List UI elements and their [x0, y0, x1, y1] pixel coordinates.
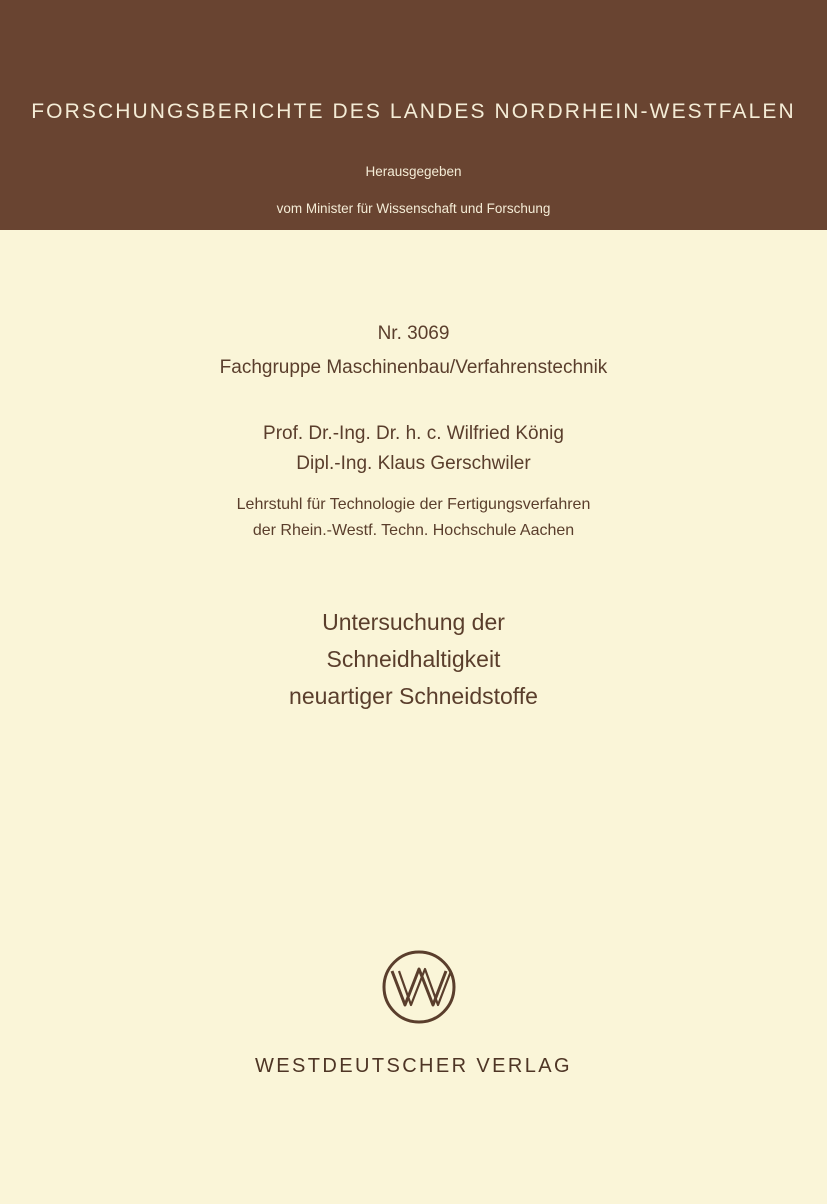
book-title-line: Untersuchung der: [322, 609, 505, 635]
publisher-logo-icon: [381, 949, 457, 1025]
book-title-line: neuartiger Schneidstoffe: [289, 683, 538, 709]
series-title: FORSCHUNGSBERICHTE DES LANDES NORDRHEIN-WESTFALEN: [31, 100, 796, 123]
publisher-name: WESTDEUTSCHER VERLAG: [255, 1055, 572, 1077]
report-number: Nr. 3069: [377, 323, 450, 344]
institution-line: Lehrstuhl für Technologie der Fertigungsverfahren: [236, 496, 591, 513]
author: Dipl.-Ing. Klaus Gerschwiler: [296, 453, 531, 474]
author: Prof. Dr.-Ing. Dr. h. c. Wilfried König: [263, 423, 564, 444]
book-title-line: Schneidhaltigkeit: [326, 646, 501, 672]
institution-line: der Rhein.-Westf. Techn. Hochschule Aachen: [252, 522, 575, 539]
subject-group: Fachgruppe Maschinenbau/Verfahrenstechnik: [219, 357, 608, 378]
header-band: [0, 0, 827, 230]
editor-line: Herausgegeben: [365, 164, 462, 179]
editor-line: vom Minister für Wissenschaft und Forschung: [276, 201, 551, 216]
